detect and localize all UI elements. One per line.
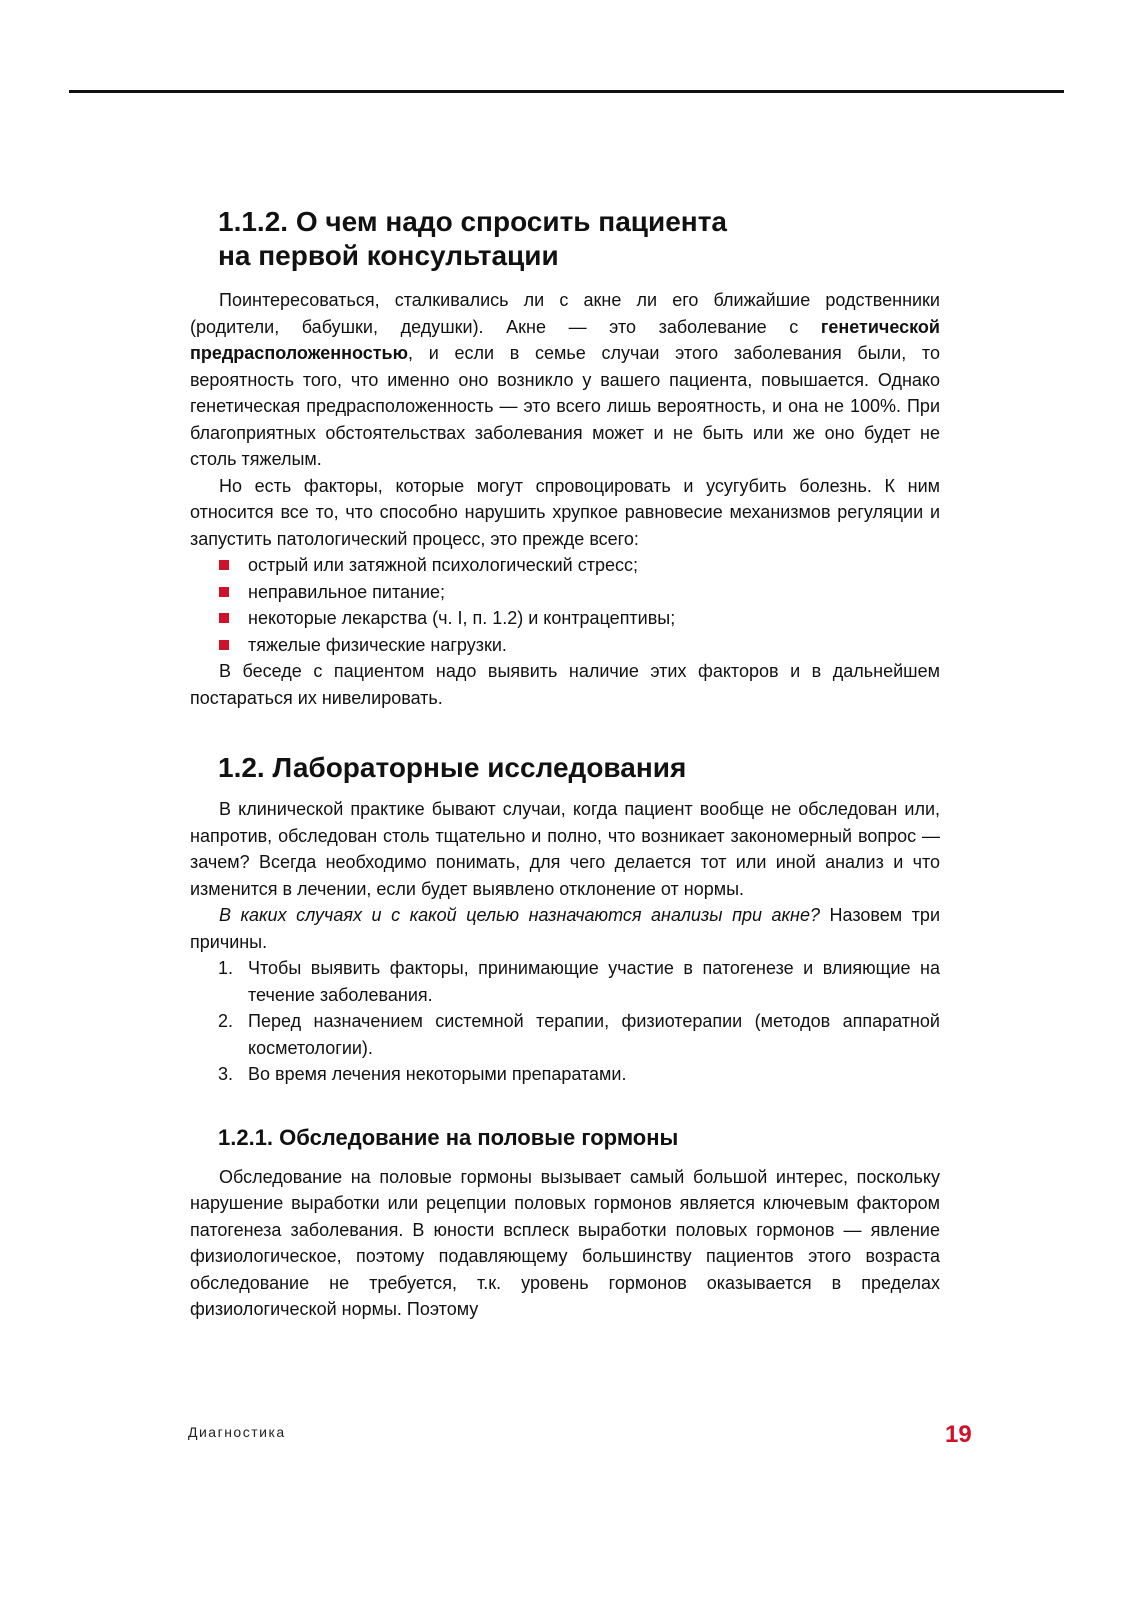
paragraph-text: , и если в семье случаи этого заболевания были, то вероятность того, что именно оно возникло у вашего пациента, повышается. Однако генетическая предрасположенность — это всего лишь вероятность, и она не 100%. При благоприятных обстоятельствах заболевания может и не быть или же оно будет не столь тяжелым. bbox=[190, 343, 940, 469]
paragraph-1-2-intro: В клинической практике бывают случаи, когда пациент вообще не обследован или, напротив, обследован столь тщательно и полно, что возникает закономерный вопрос — зачем? Всегда необходимо понимать, для чего делается тот или иной анализ и что изменится в лечении, если будет выявлено отклонение от нормы. bbox=[190, 799, 940, 899]
list-item bbox=[248, 605, 940, 632]
heading-1-2-1: 1.2.1. Обследование на половые гормоны bbox=[218, 1124, 679, 1150]
list-item-text: неправильное питание; bbox=[248, 581, 446, 602]
list-item bbox=[218, 1061, 940, 1088]
footer-section-label: Диагностика bbox=[188, 1424, 286, 1440]
heading-1-1-2-line1: 1.1.2. О чем надо спросить пациента bbox=[218, 206, 727, 237]
list-item-text: острый или затяжной психологический стресс; bbox=[248, 555, 638, 575]
page-content bbox=[190, 205, 940, 1323]
heading-1-1-2-line2: на первой консультации bbox=[218, 240, 559, 271]
italic-question: В каких случаях и с какой целью назначаются анализы при акне? bbox=[219, 905, 820, 925]
paragraph-text: Поинтересоваться, сталкивались ли с акне ли его ближайшие родственники (родители, бабушки, дедушки). Акне — это заболевание с bbox=[190, 290, 940, 337]
list-item-text: Перед назначением системной терапии, физиотерапии (методов аппаратной косметологии). bbox=[248, 1011, 940, 1058]
list-item-number: 3. bbox=[218, 1064, 234, 1084]
list-item bbox=[248, 632, 940, 659]
list-item-number: 1. bbox=[218, 958, 234, 978]
red-square-bullet-icon bbox=[219, 613, 229, 623]
paragraph-1-1-2-factors: Но есть факторы, которые могут спровоцировать и усугубить болезнь. К ним относится все то, что способно нарушить хрупкое равновесие механизмов регуляции и запустить патологический процесс, это прежде всего: bbox=[190, 475, 940, 549]
heading-1-1-2 bbox=[190, 205, 940, 273]
list-item bbox=[218, 1008, 940, 1061]
list-item bbox=[248, 552, 940, 579]
paragraph-1-1-2-intro bbox=[190, 287, 940, 473]
list-item-number: 2. bbox=[218, 1011, 234, 1031]
bold-term: генетической предрасположенностью bbox=[190, 316, 940, 363]
list-item-text: Во время лечения некоторыми препаратами. bbox=[248, 1064, 627, 1084]
page-number: 19 bbox=[945, 1421, 972, 1448]
paragraph-text: Назовем три причины. bbox=[190, 905, 940, 952]
red-square-bullet-icon bbox=[219, 560, 229, 570]
paragraph-1-1-2-conclusion: В беседе с пациентом надо выявить наличие этих факторов и в дальнейшем постараться их нивелировать. bbox=[190, 661, 940, 708]
list-item bbox=[248, 579, 940, 606]
red-square-bullet-icon bbox=[219, 587, 229, 597]
list-item bbox=[218, 955, 940, 1008]
list-item-text: Чтобы выявить факторы, принимающие участие в патогенезе и влияющие на течение заболевания. bbox=[248, 958, 940, 1005]
list-item-text: тяжелые физические нагрузки. bbox=[248, 634, 507, 655]
red-square-bullet-icon bbox=[219, 640, 229, 650]
reasons-list bbox=[190, 955, 940, 1088]
heading-1-2: 1.2. Лабораторные исследования bbox=[218, 752, 687, 783]
paragraph-1-2-1-intro: Обследование на половые гормоны вызывает самый большой интерес, поскольку нарушение выработки или рецепции половых гормонов является ключевым фактором патогенеза заболевания. В юности всплеск выработки половых гормонов — явление физиологическое, поэтому подавляющему большинству пациентов этого возраста обследование не требуется, т.к. уровень гормонов оказывается в пределах физиологической нормы. Поэтому bbox=[190, 1166, 940, 1319]
factors-list bbox=[190, 552, 940, 658]
paragraph-1-2-question bbox=[190, 902, 940, 955]
top-rule bbox=[69, 90, 1064, 93]
list-item-text: некоторые лекарства (ч. I, п. 1.2) и контрацептивы; bbox=[248, 608, 676, 628]
